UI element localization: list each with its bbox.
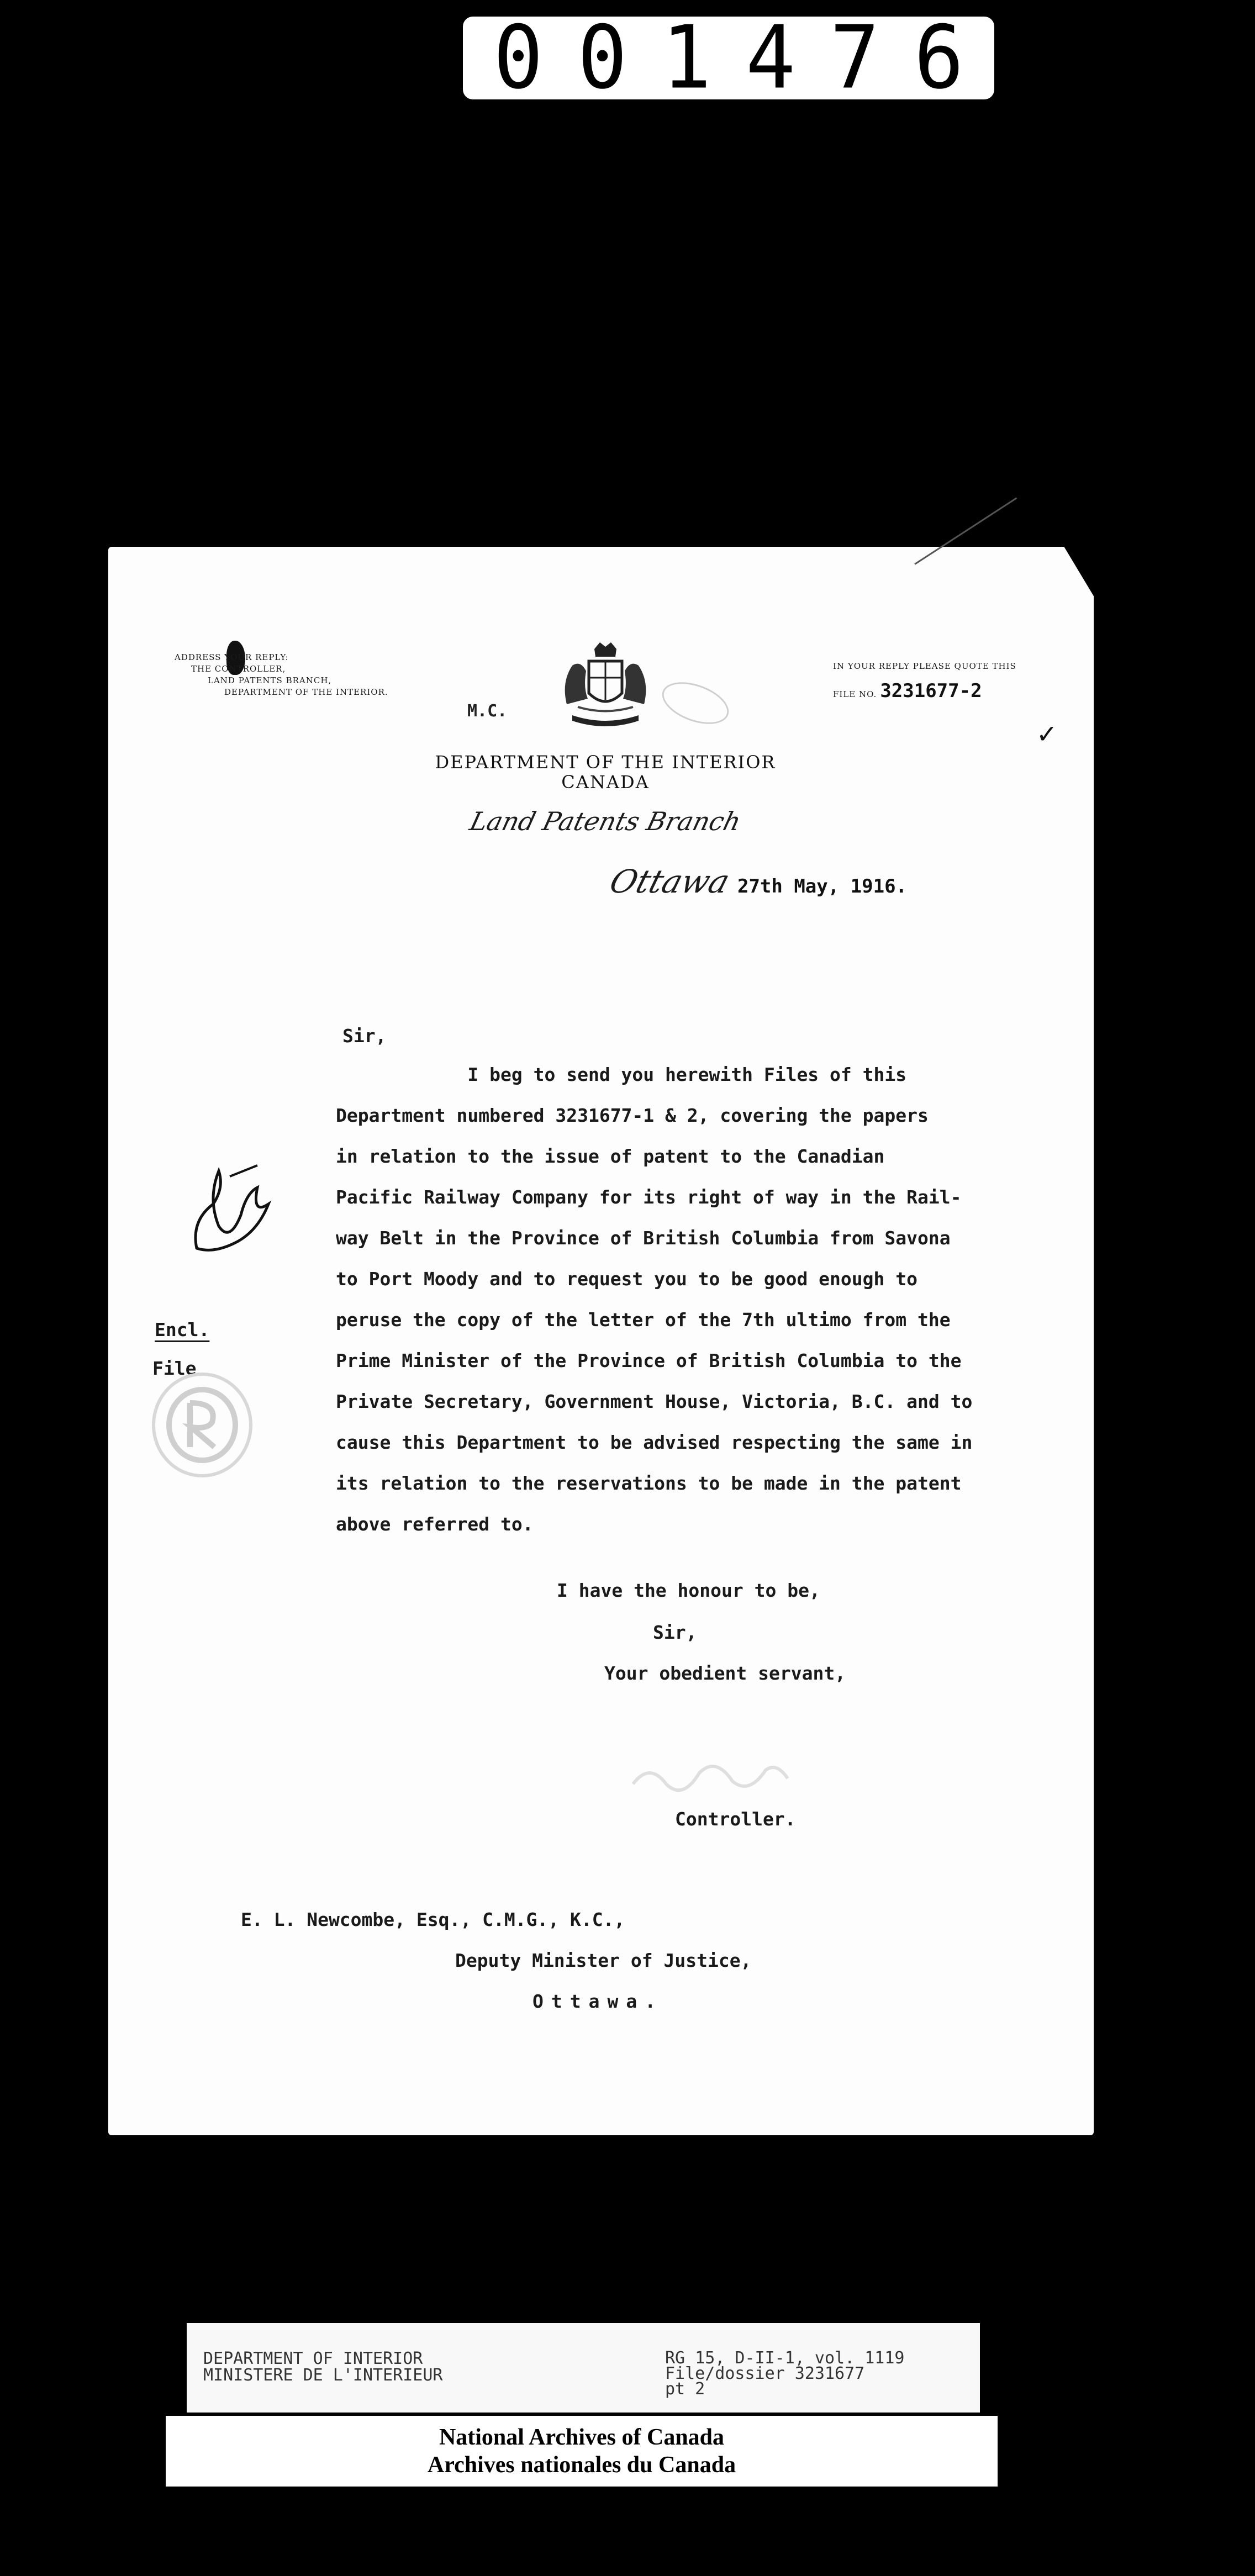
frame-number-label xyxy=(463,7,998,109)
place-and-date xyxy=(605,863,908,900)
address-line-1: ADDRESS YOUR REPLY: xyxy=(175,652,289,662)
addressee-city: Ottawa. xyxy=(532,1991,664,2012)
address-reply-block xyxy=(175,652,429,698)
reply-quote-block xyxy=(833,661,1065,702)
frame-number: 001476 xyxy=(493,7,998,109)
letter-date: 27th May, 1916. xyxy=(737,875,908,898)
institution-name-en: National Archives of Canada xyxy=(439,2425,725,2450)
archive-file-number: File/dossier 3231677 xyxy=(665,2364,865,2383)
reply-quote-text: IN YOUR REPLY PLEASE QUOTE THIS xyxy=(833,661,1016,671)
file-label: File xyxy=(152,1358,197,1379)
letter-page xyxy=(108,547,1094,2135)
department-heading xyxy=(418,752,793,792)
body-line: Prime Minister of the Province of British Columbia to the xyxy=(336,1350,962,1371)
address-line-3: LAND PATENTS BRANCH, xyxy=(208,675,332,685)
department-name: DEPARTMENT OF THE INTERIOR xyxy=(435,752,776,773)
royal-coat-of-arms-icon xyxy=(550,638,661,737)
torn-corner xyxy=(1063,545,1096,600)
fold-mark xyxy=(914,497,1017,564)
closing-line-3: Your obedient servant, xyxy=(604,1662,846,1684)
closing-line-2: Sir, xyxy=(653,1622,697,1643)
institution-banner xyxy=(166,2416,998,2487)
archive-dept-fr: MINISTERE DE L'INTERIEUR xyxy=(203,2366,443,2385)
body-line: Private Secretary, Government House, Victoria, B.C. and to xyxy=(336,1391,973,1412)
file-no-label: FILE NO. xyxy=(833,689,877,699)
archive-reference-label xyxy=(187,2323,980,2413)
archive-reference xyxy=(665,2348,905,2399)
body-line: Pacific Railway Company for its right of way in the Rail- xyxy=(336,1186,962,1208)
body-line: above referred to. xyxy=(336,1513,534,1535)
branch-name: Land Patents Branch xyxy=(467,806,744,836)
body-line: way Belt in the Province of British Columbia from Savona xyxy=(336,1227,951,1249)
file-number-row xyxy=(833,680,1065,702)
body-line: peruse the copy of the letter of the 7th ultimo from the xyxy=(336,1309,951,1331)
archive-part: pt 2 xyxy=(665,2379,705,2399)
address-line-2: THE CONTROLLER, xyxy=(191,664,286,674)
place-name: Ottawa xyxy=(605,863,734,900)
body-line: to Port Moody and to request you to be good enough to xyxy=(336,1268,917,1290)
enclosure-label: Encl. xyxy=(155,1319,210,1340)
addressee-name: E. L. Newcombe, Esq., C.M.G., K.C., xyxy=(241,1909,625,1930)
salutation: Sir, xyxy=(342,1025,387,1047)
addressee-title: Deputy Minister of Justice, xyxy=(455,1950,752,1971)
body-line: its relation to the reservations to be made in the patent xyxy=(336,1472,962,1494)
body-line: cause this Department to be advised respecting the same in xyxy=(336,1432,973,1453)
body-line: in relation to the issue of patent to the Canadian xyxy=(336,1146,885,1167)
faint-signature xyxy=(628,1751,793,1801)
archive-rg-reference: RG 15, D-II-1, vol. 1119 xyxy=(665,2348,905,2368)
body-line: I beg to send you herewith Files of this xyxy=(336,1064,907,1085)
typist-initials: M.C. xyxy=(467,701,508,721)
embossed-seal-icon xyxy=(147,1370,257,1480)
check-mark-icon: ✓ xyxy=(1036,719,1058,749)
address-line-4: DEPARTMENT OF THE INTERIOR. xyxy=(224,687,388,697)
country-name: CANADA xyxy=(561,772,650,793)
archive-dept-en: DEPARTMENT OF INTERIOR xyxy=(203,2349,423,2368)
body-line: Department numbered 3231677-1 & 2, covering the papers xyxy=(336,1105,929,1126)
closing-line-1: I have the honour to be, xyxy=(557,1580,820,1601)
institution-name-fr: Archives nationales du Canada xyxy=(427,2452,736,2478)
file-no-value: 3231677-2 xyxy=(880,680,982,702)
faint-stamp xyxy=(657,674,735,732)
handwritten-initials xyxy=(175,1154,285,1265)
archive-department xyxy=(203,2351,442,2384)
signatory-title: Controller. xyxy=(675,1808,796,1830)
